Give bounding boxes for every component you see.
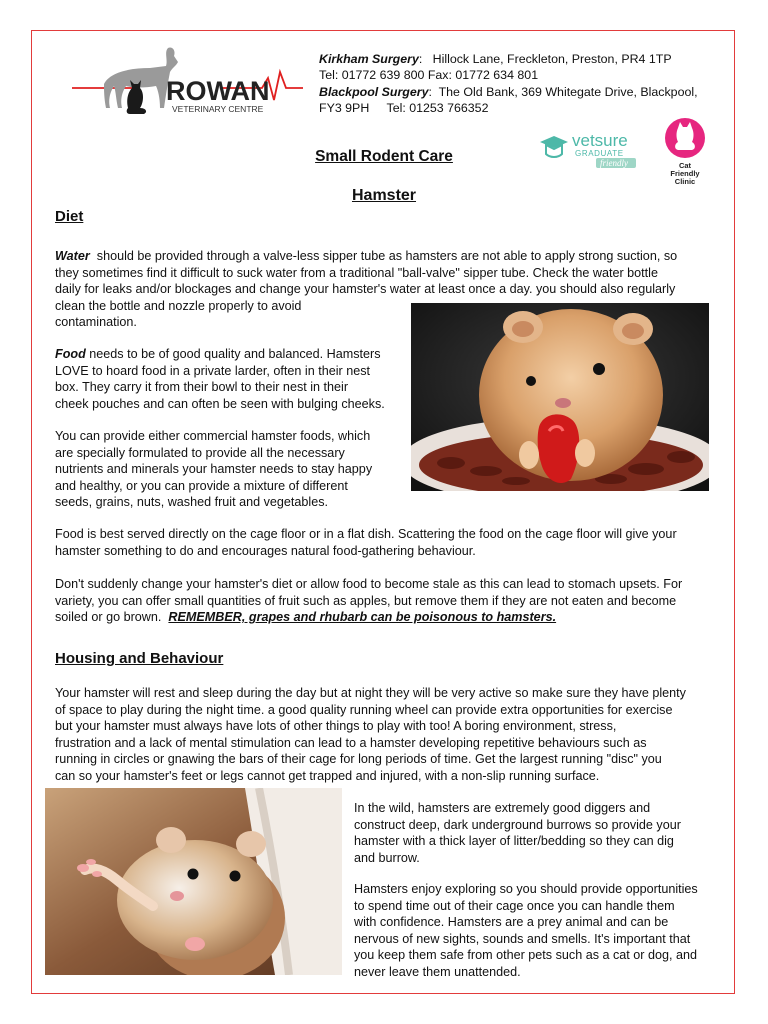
water-line-2: they sometimes find it difficult to suck water from a traditional "ball-valve" sipper tube. Check the water bottle: [55, 265, 658, 280]
food-line-1: needs to be of good quality and balanced. Hamsters: [89, 347, 381, 361]
housing-p1-line-5: running in circles or gnawing the bars of their cage for long periods of time. Get the largest running "disc" you: [55, 752, 662, 767]
vetsure-graduate: GRADUATE: [575, 149, 624, 158]
food-lead: Food: [55, 347, 86, 361]
housing-p2-line-3: hamster with a thick layer of litter/bedding so they can dig: [354, 834, 674, 849]
cat-line-3: Clinic: [674, 177, 696, 186]
page-subtitle: Hamster: [351, 187, 417, 204]
kirkham-address: Hillock Lane, Freckleton, Preston, PR4 1TP: [432, 52, 672, 66]
change-line-1: Don't suddenly change your hamster's diet or allow food to become stale as this can lead to stomach upsets. For: [55, 577, 683, 591]
page-title: Small Rodent Care: [315, 148, 453, 165]
housing-p1-line-2: of space to play during the night time. a good quality running wheel can provide extra opportunities for exercise: [55, 702, 673, 717]
cat-line-2: Friendly: [670, 169, 700, 178]
change-line-3: soiled or go brown.: [55, 610, 162, 625]
housing-p1-line-1: Your hamster will rest and sleep during the day but at night they will be very active so make sure they have plenty: [55, 686, 686, 700]
housing-p3-line-6: never leave them unattended.: [354, 964, 521, 979]
housing-paragraph-3: [354, 881, 698, 981]
blackpool-phone: Tel: 01253 766352: [386, 100, 489, 115]
housing-p2-line-4: and burrow.: [354, 850, 420, 865]
water-line-4: clean the bottle and nozzle properly to avoid: [55, 298, 302, 313]
logo-subtitle: VETERINARY CENTRE: [172, 104, 264, 114]
kirkham-phone: Tel: 01772 639 800 Fax: 01772 634 801: [319, 68, 539, 83]
housing-paragraph-1: [55, 685, 686, 785]
housing-p3-line-1: Hamsters enjoy exploring so you should provide opportunities: [354, 882, 698, 896]
water-line-1: should be provided through a valve-less sipper tube as hamsters are not able to apply strong suction, so: [96, 249, 678, 263]
cat-line-1: Cat: [678, 161, 692, 170]
housing-p2-line-1: In the wild, hamsters are extremely good diggers and: [354, 801, 651, 815]
hamster-waving-photo: [45, 788, 342, 975]
water-line-5: contamination.: [55, 315, 137, 330]
water-line-3: daily for leaks and/or blockages and change your hamster's water at least once a day. you should also regularly: [55, 282, 676, 297]
housing-paragraph-2: [354, 800, 681, 866]
poison-warning: REMEMBER, grapes and rhubarb can be poisonous to hamsters.: [168, 610, 557, 625]
commercial-line-1: You can provide either commercial hamster foods, which: [55, 429, 371, 443]
kirkham-label: Kirkham Surgery: [319, 52, 419, 66]
blackpool-address-1: The Old Bank, 369 Whitegate Drive, Blackpool,: [438, 84, 698, 99]
change-line-2: variety, you can offer small quantities of fruit such as apples, but remove them if they are not eaten and become: [55, 593, 677, 608]
housing-p3-line-4: nervous of new sights, sounds and smells. It's important that: [354, 931, 691, 946]
water-lead: Water: [55, 249, 90, 263]
commercial-line-5: seeds, grains, nuts, washed fruit and vegetables.: [55, 495, 329, 510]
vetsure-word: vetsure: [572, 131, 628, 150]
commercial-line-2: are specially formulated to provide all the necessary: [55, 445, 345, 460]
commercial-food-paragraph: [55, 428, 372, 511]
vetsure-friendly: friendly: [600, 158, 628, 168]
housing-heading: Housing and Behaviour: [55, 650, 224, 667]
housing-p1-line-3: but your hamster must always have lots of other things to play with too! A boring environment, stress,: [55, 719, 617, 734]
blackpool-address-2: FY3 9PH: [319, 100, 370, 115]
housing-p3-line-3: with confidence. Hamsters are a prey animal and can be: [354, 915, 669, 930]
logo-name: ROWAN: [166, 76, 270, 106]
blackpool-label: Blackpool Surgery: [319, 84, 429, 99]
food-paragraph: [55, 346, 385, 412]
diet-change-paragraph: [55, 576, 682, 626]
commercial-line-4: and healthy, or you can provide a mixture of different: [55, 478, 348, 493]
housing-p3-line-2: to spend time out of their cage once you can handle them: [354, 898, 675, 913]
food-line-4: cheek pouches and can often be seen with bulging cheeks.: [55, 396, 385, 411]
served-line-1: Food is best served directly on the cage floor or in a flat dish. Scattering the food on the cage floor will give your: [55, 527, 677, 541]
rowan-logo: [70, 42, 305, 120]
served-line-2: hamster something to do and encourages natural food-gathering behaviour.: [55, 543, 476, 558]
food-line-2: LOVE to hoard food in a private larder, often in their nest: [55, 363, 371, 378]
serving-paragraph: [55, 526, 677, 559]
food-line-3: box. They carry it from their bowl to their nest in their: [55, 380, 349, 395]
diet-heading: Diet: [55, 208, 84, 225]
contact-block: Kirkham Surgery: Hillock Lane, Freckleton, Preston, PR4 1TP Tel: 01772 639 800 Fax: 01772 634 801 Blackpool Surgery: The Old Bank, 369 Whitegate Drive, Blackpool, FY3 9PH Tel: 01253 766352: [319, 51, 719, 116]
commercial-line-3: nutrients and minerals your hamster needs to stay happy: [55, 462, 373, 477]
housing-p1-line-6: can so your hamster's feet or legs cannot get trapped and injured, with a non-slip running surface.: [55, 768, 600, 783]
hamster-eating-photo: [411, 303, 709, 491]
housing-p1-line-4: frustration and a lack of mental stimulation can lead to a hamster developing repetitive behaviours such as: [55, 735, 647, 750]
housing-p2-line-2: construct deep, dark underground burrows so provide your: [354, 817, 681, 832]
housing-p3-line-5: you keep them safe from other pets such as a cat or dog, and: [354, 948, 698, 963]
